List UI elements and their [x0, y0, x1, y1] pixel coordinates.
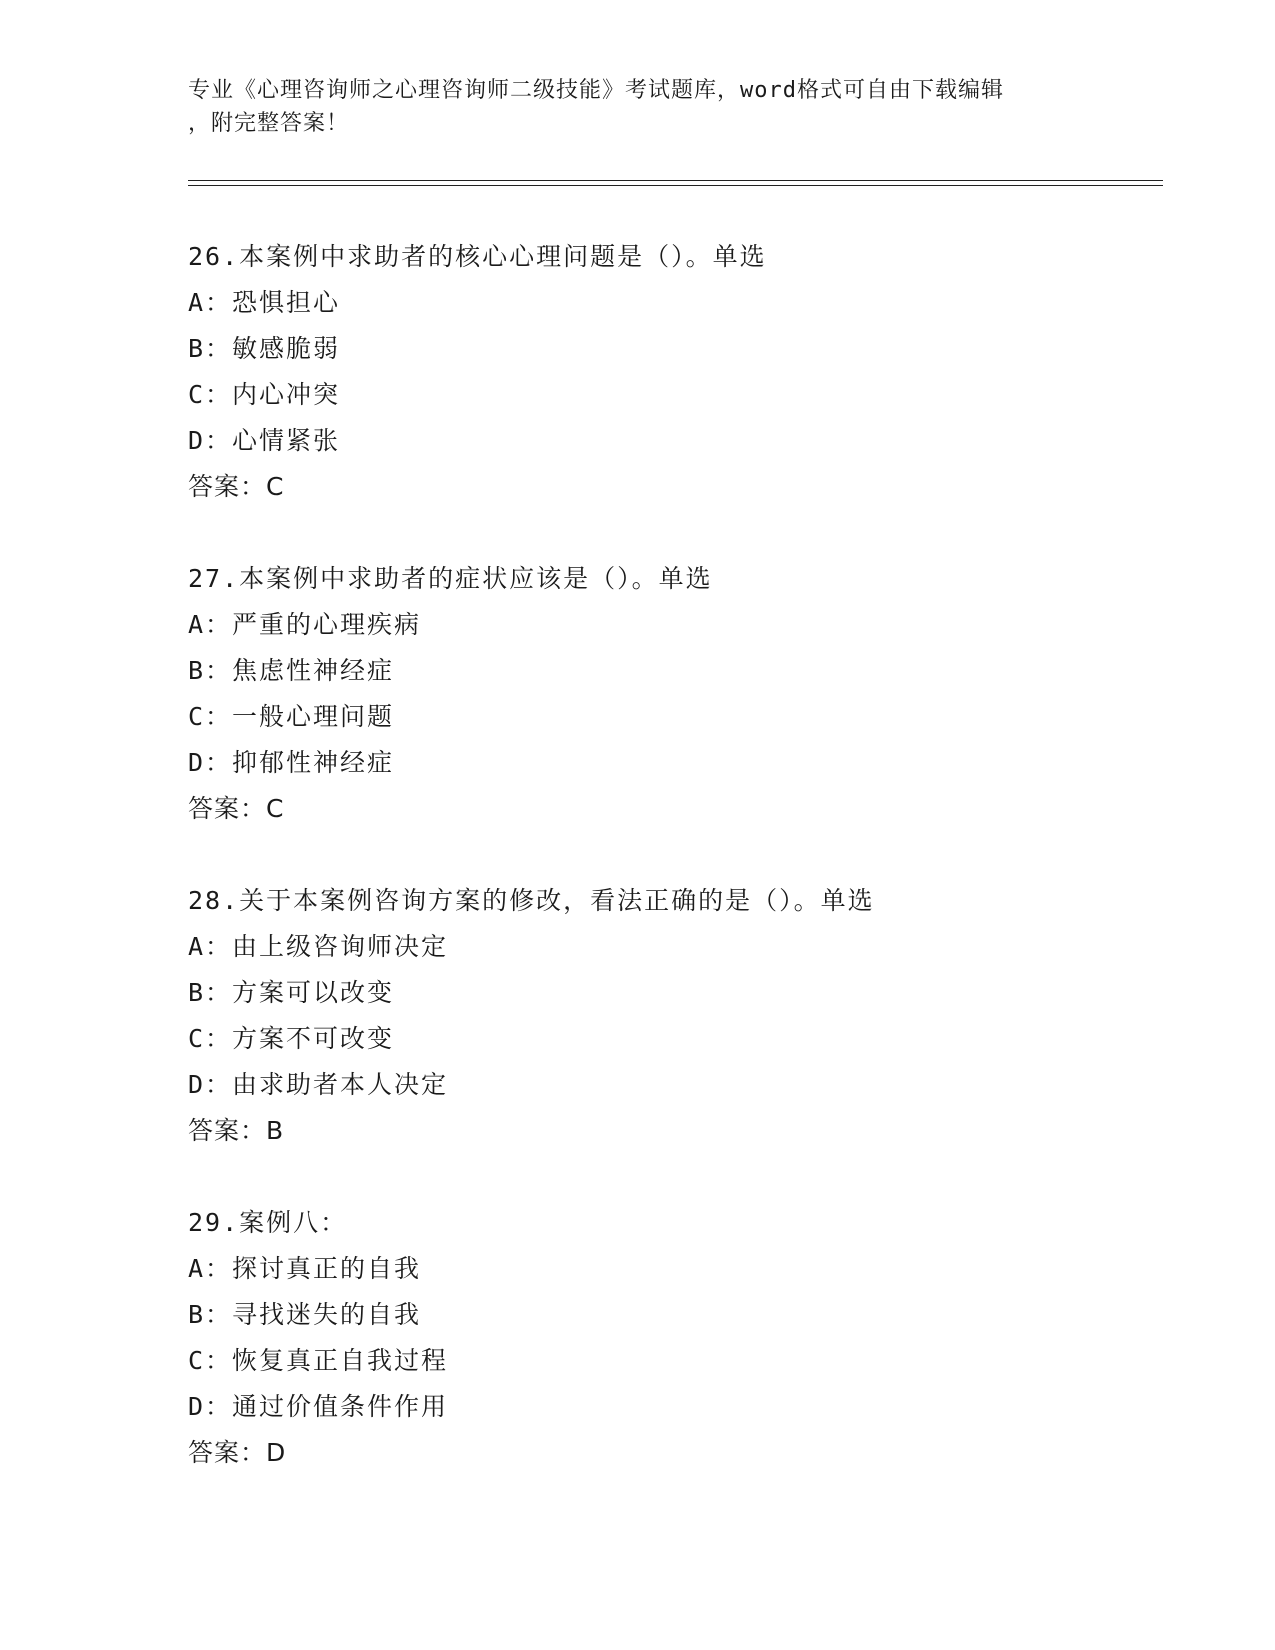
- question-29: [188, 1200, 448, 1476]
- option-b: B：方案可以改变: [188, 978, 395, 1007]
- option-d: D：通过价值条件作用: [188, 1392, 449, 1421]
- question-stem: 29.案例八：: [188, 1208, 348, 1237]
- option-d: D：由求助者本人决定: [188, 1070, 449, 1099]
- header-divider-top: [188, 180, 1163, 181]
- question-28: [188, 878, 875, 1154]
- option-a: A：恐惧担心: [188, 288, 341, 317]
- question-stem: 28.关于本案例咨询方案的修改，看法正确的是（）。单选: [188, 886, 875, 915]
- answer: 答案：D: [188, 1438, 287, 1467]
- question-27: [188, 556, 713, 832]
- answer: 答案：C: [188, 472, 285, 501]
- question-26: [188, 234, 767, 510]
- option-c: C：内心冲突: [188, 380, 341, 409]
- option-c: C：一般心理问题: [188, 702, 395, 731]
- option-d: D：抑郁性神经症: [188, 748, 395, 777]
- option-b: B：焦虑性神经症: [188, 656, 395, 685]
- option-a: A：由上级咨询师决定: [188, 932, 449, 961]
- answer: 答案：B: [188, 1116, 285, 1145]
- question-stem: 26.本案例中求助者的核心心理问题是（）。单选: [188, 242, 767, 271]
- answer: 答案：C: [188, 794, 285, 823]
- option-c: C：恢复真正自我过程: [188, 1346, 449, 1375]
- header-line-2: ，附完整答案！: [188, 111, 350, 136]
- option-a: A：严重的心理疾病: [188, 610, 422, 639]
- option-d: D：心情紧张: [188, 426, 341, 455]
- option-b: B：寻找迷失的自我: [188, 1300, 422, 1329]
- document-header: [188, 74, 1088, 140]
- header-line-1: 专业《心理咨询师之心理咨询师二级技能》考试题库，word格式可自由下载编辑: [188, 78, 1004, 103]
- question-stem: 27.本案例中求助者的症状应该是（）。单选: [188, 564, 713, 593]
- option-a: A：探讨真正的自我: [188, 1254, 422, 1283]
- option-b: B：敏感脆弱: [188, 334, 341, 363]
- header-divider-bottom: [188, 185, 1163, 186]
- option-c: C：方案不可改变: [188, 1024, 395, 1053]
